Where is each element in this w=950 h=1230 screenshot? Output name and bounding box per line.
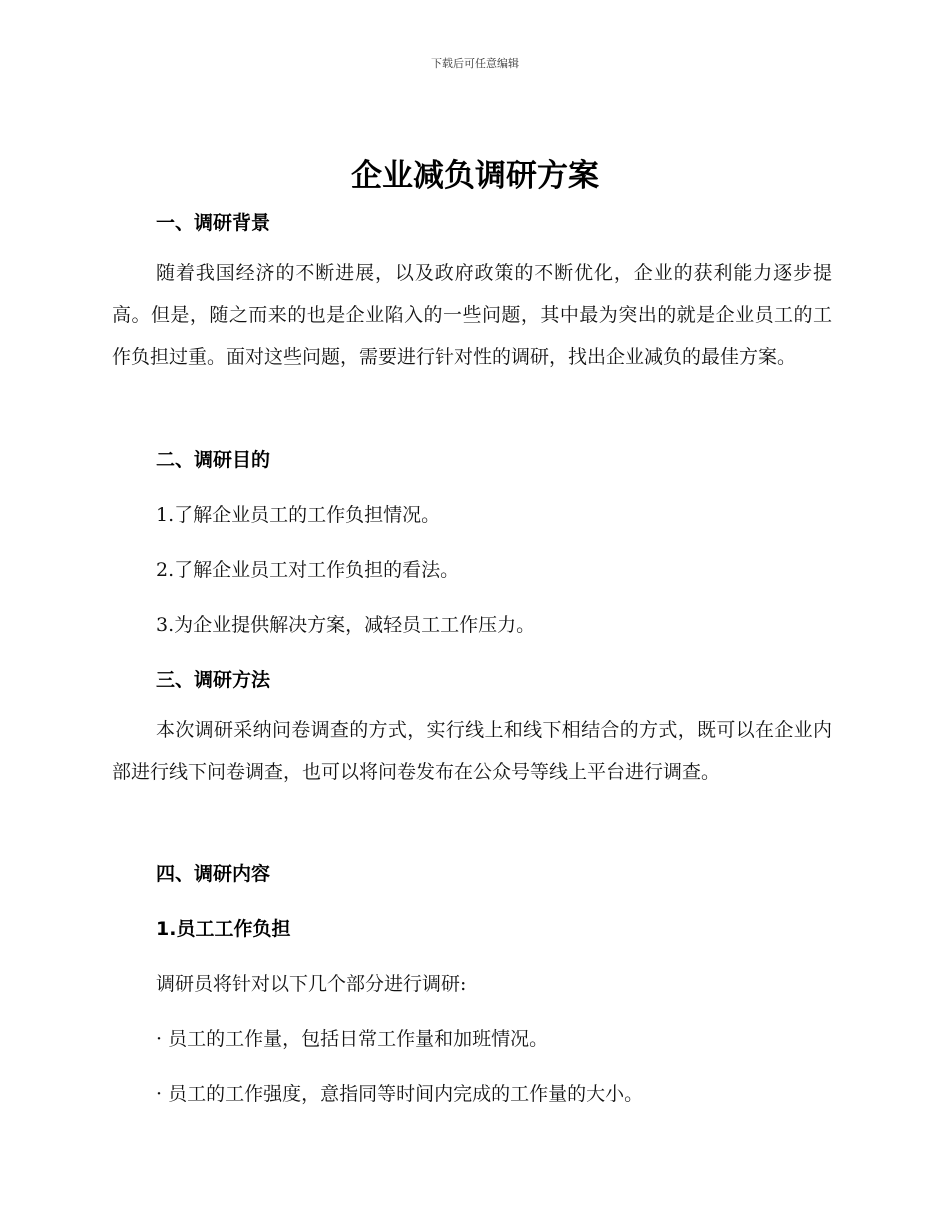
section-heading-background: 一、调研背景 — [156, 212, 271, 234]
purpose-item-2: 2.了解企业员工对工作负担的看法。 — [156, 559, 460, 581]
section-heading-content: 四、调研内容 — [156, 863, 271, 885]
content-bullet-1: · 员工的工作量，包括日常工作量和加班情况。 — [156, 1028, 549, 1050]
section-paragraph-method: 本次调研采纳问卷调查的方式，实行线上和线下相结合的方式，既可以在企业内部进行线下问卷调查，也可以将问卷发布在公众号等线上平台进行调查。 — [112, 719, 832, 783]
subheading-workload: 1.员工工作负担 — [156, 918, 291, 940]
section-heading-purpose: 二、调研目的 — [156, 449, 271, 471]
content-intro: 调研员将针对以下几个部分进行调研: — [156, 973, 467, 995]
content-bullet-2: · 员工的工作强度，意指同等时间内完成的工作量的大小。 — [156, 1083, 644, 1105]
section-heading-method: 三、调研方法 — [156, 669, 271, 691]
purpose-item-3: 3.为企业提供解决方案，减轻员工工作压力。 — [156, 614, 536, 636]
document-title: 企业减负调研方案 — [351, 158, 599, 194]
purpose-item-1: 1.了解企业员工的工作负担情况。 — [156, 504, 441, 526]
section-paragraph-background: 随着我国经济的不断进展，以及政府政策的不断优化，企业的获利能力逐步提高。但是，随之而来的也是企业陷入的一些问题，其中最为突出的就是企业员工的工作负担过重。面对这些问题，需要进行针对性的调研，找出企业减负的最佳方案。 — [112, 262, 832, 368]
header-note: 下载后可任意编辑 — [431, 57, 519, 70]
